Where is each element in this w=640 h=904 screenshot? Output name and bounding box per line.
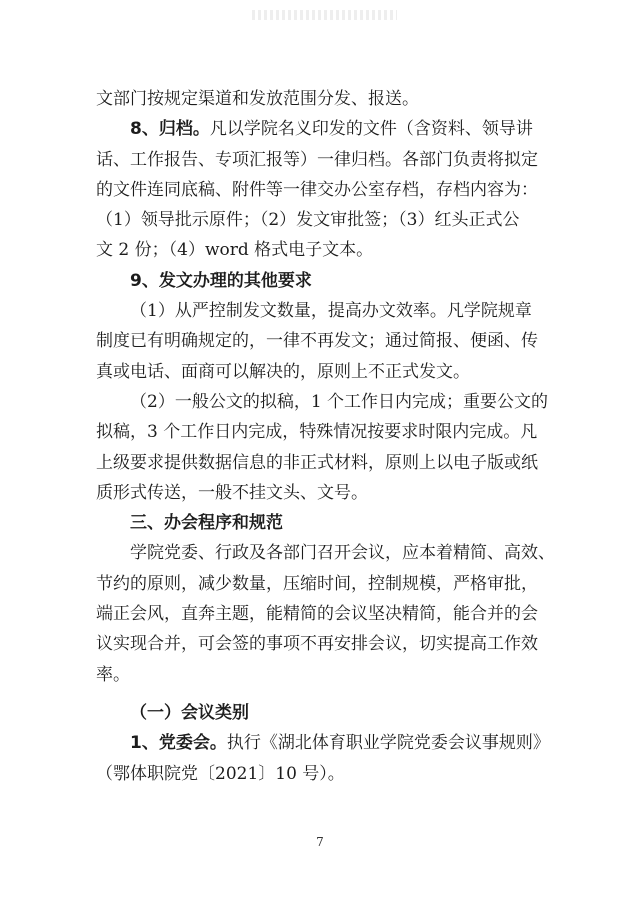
text-line: （鄂体职院党〔2021〕10 号）。 bbox=[96, 763, 345, 784]
text-line: 制度已有明确规定的，一律不再发文；通过简报、便函、传 bbox=[96, 331, 538, 352]
item-text: 执行《湖北体育职业学院党委会议事规则》 bbox=[226, 733, 550, 754]
document-body bbox=[96, 84, 555, 789]
text-line: 拟稿，3 个工作日内完成，特殊情况按要求时限内完成。凡 bbox=[96, 422, 538, 443]
text-line: 的文件连同底稿、附件等一律交办公室存档，存档内容为： bbox=[96, 179, 538, 200]
text-line bbox=[96, 114, 548, 144]
text-line: （2）一般公文的拟稿，1 个工作日内完成；重要公文的 bbox=[130, 391, 549, 412]
item-text: 凡以学院名义印发的文件（含资料、领导讲 bbox=[209, 119, 533, 140]
text-line: 议实现合并，可会签的事项不再安排会议，切实提高工作效 bbox=[96, 634, 538, 655]
text-line: （1）领导批示原件；（2）发文审批签；（3）红头正式公 bbox=[96, 210, 520, 231]
section-heading: 9、发文办理的其他要求 bbox=[130, 270, 312, 291]
subsection-heading: （一）会议类别 bbox=[130, 702, 249, 723]
text-line: 话、工作报告、专项汇报等）一律归档。各部门负责将拟定 bbox=[96, 149, 538, 170]
text-line bbox=[96, 728, 548, 758]
text-line: 文部门按规定渠道和发放范围分发、报送。 bbox=[96, 89, 419, 109]
item-title: 8、归档。 bbox=[130, 119, 210, 140]
scan-artifact bbox=[252, 10, 397, 20]
text-line: 端正会风，直奔主题，能精简的会议坚决精简，能合并的会 bbox=[96, 604, 538, 625]
text-line: 质形式传送，一般不挂文头、文号。 bbox=[96, 482, 368, 503]
text-line: 率。 bbox=[96, 664, 130, 685]
text-line: 学院党委、行政及各部门召开会议，应本着精简、高效、 bbox=[130, 543, 555, 564]
text-line: 节约的原则，减少数量，压缩时间，控制规模，严格审批， bbox=[96, 573, 538, 594]
text-line: （1）从严控制发文数量，提高办文效率。凡学院规章 bbox=[130, 301, 532, 322]
text-line: 文 2 份；（4）word 格式电子文本。 bbox=[96, 240, 374, 261]
item-title: 1、党委会。 bbox=[130, 733, 227, 754]
page-number: 7 bbox=[316, 835, 324, 849]
text-line: 真或电话、面商可以解决的，原则上不正式发文。 bbox=[96, 361, 470, 382]
section-heading: 三、办会程序和规范 bbox=[130, 513, 283, 534]
text-line: 上级要求提供数据信息的非正式材料，原则上以电子版或纸 bbox=[96, 452, 538, 473]
